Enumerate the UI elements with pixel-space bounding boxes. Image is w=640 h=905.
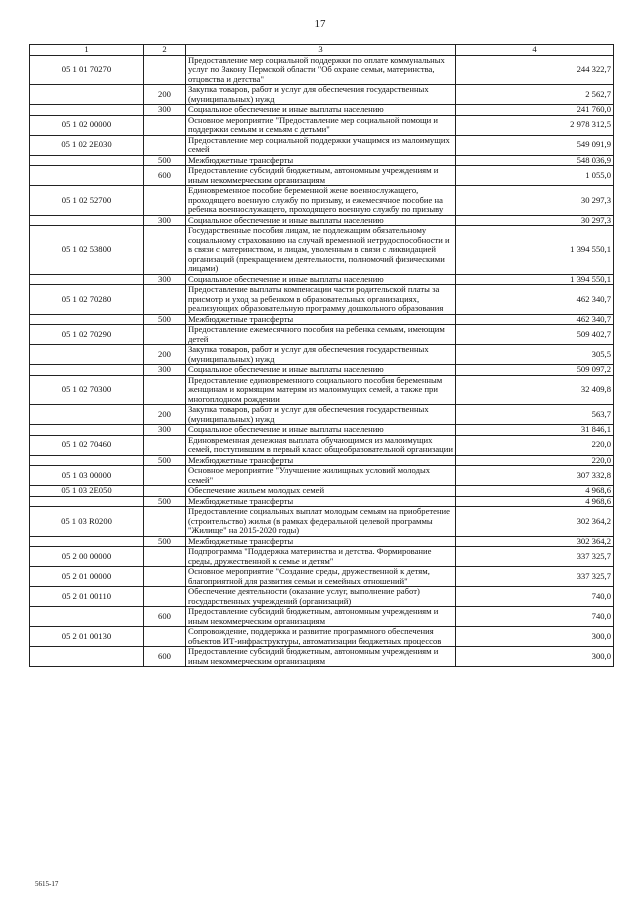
target-article-code [30,345,144,365]
table-row [30,375,614,405]
table-row [30,166,614,186]
expense-type-code [144,486,186,497]
expense-name: Единовременное пособие беременной жене военнослужащего, проходящего военную службу по призыву, и ежемесячное пособие на ребенка военнослужащего, проходящего военную службу по призыву [186,186,456,216]
expense-amount: 509 097,2 [456,365,614,376]
expense-name: Предоставление мер социальной поддержки по оплате коммунальных услуг по Закону Пермской области "Об охране семьи, материнства, отцовства и детства" [186,55,456,85]
expense-amount: 220,0 [456,455,614,466]
expense-amount: 307 332,8 [456,466,614,486]
expense-type-code: 600 [144,607,186,627]
expense-name: Предоставление мер социальной поддержки учащимся из малоимущих семей [186,135,456,155]
table-row [30,496,614,507]
expense-amount: 740,0 [456,607,614,627]
expense-amount: 4 968,6 [456,486,614,497]
expense-amount: 509 402,7 [456,325,614,345]
table-row [30,285,614,315]
target-article-code: 05 1 01 70270 [30,55,144,85]
target-article-code: 05 1 02 70460 [30,435,144,455]
table-row [30,186,614,216]
expense-name: Предоставление ежемесячного пособия на ребенка семьям, имеющим детей [186,325,456,345]
target-article-code: 05 1 02 53800 [30,226,144,275]
target-article-code [30,455,144,466]
target-article-code [30,425,144,436]
expense-name: Основное мероприятие "Улучшение жилищных условий молодых семей" [186,466,456,486]
table-row [30,455,614,466]
page-number: 17 [314,18,326,30]
expense-name: Предоставление единовременного социального пособия беременным женщинам и кормящим матерям из малоимущих семей, а также при многоплодном рождении [186,375,456,405]
expense-type-code: 500 [144,155,186,166]
expense-name: Межбюджетные трансферты [186,496,456,507]
expense-name: Подпрограмма "Поддержка материнства и детства. Формирование среды, дружественной к семье и детям" [186,547,456,567]
expense-type-code [144,507,186,537]
table-row [30,425,614,436]
expense-amount: 220,0 [456,435,614,455]
column-number-row [30,45,614,56]
target-article-code: 05 2 01 00110 [30,587,144,607]
expense-type-code: 500 [144,496,186,507]
target-article-code [30,365,144,376]
expense-name: Межбюджетные трансферты [186,314,456,325]
table-row [30,647,614,667]
expense-amount: 244 322,7 [456,55,614,85]
table-row [30,486,614,497]
table-body [30,55,614,667]
expense-type-code [144,466,186,486]
column-header-amount: 4 [456,45,614,56]
table-row [30,547,614,567]
expense-name: Предоставление выплаты компенсации части родительской платы за присмотр и уход за ребенком в образовательных организациях, реализующих образовательную программу дошкольного образования [186,285,456,315]
target-article-code [30,647,144,667]
target-article-code [30,215,144,226]
expense-type-code: 300 [144,365,186,376]
expense-name: Предоставление субсидий бюджетным, автономным учреждениям и иным некоммерческим организациям [186,166,456,186]
expense-type-code: 600 [144,166,186,186]
expense-name: Закупка товаров, работ и услуг для обеспечения государственных (муниципальных) нужд [186,345,456,365]
expense-type-code: 300 [144,274,186,285]
expense-amount: 302 364,2 [456,507,614,537]
expense-type-code: 200 [144,85,186,105]
target-article-code: 05 1 03 R0200 [30,507,144,537]
expense-amount: 30 297,3 [456,186,614,216]
expense-amount: 32 409,8 [456,375,614,405]
table-row [30,325,614,345]
expense-type-code [144,55,186,85]
target-article-code: 05 1 02 2Е030 [30,135,144,155]
expense-name: Социальное обеспечение и иные выплаты населению [186,425,456,436]
target-article-code [30,314,144,325]
expense-amount: 305,5 [456,345,614,365]
expense-name: Предоставление социальных выплат молодым семьям на приобретение (строительство) жилья (в рамках федеральной целевой программы "Жилище" на 2015-2020 годы) [186,507,456,537]
expense-name: Закупка товаров, работ и услуг для обеспечения государственных (муниципальных) нужд [186,85,456,105]
document-code: 5615-17 [35,880,59,888]
expense-name: Сопровождение, поддержка и развитие программного обеспечения объектов ИТ-инфраструктуры, автоматизации бюджетных процессов [186,627,456,647]
expense-type-code [144,135,186,155]
table-row [30,435,614,455]
expense-name: Обеспечение деятельности (оказание услуг, выполнение работ) государственных учреждений (организаций) [186,587,456,607]
expense-type-code: 200 [144,345,186,365]
expense-name: Социальное обеспечение и иные выплаты населению [186,105,456,116]
target-article-code [30,85,144,105]
expense-type-code: 300 [144,215,186,226]
table-row [30,115,614,135]
expense-type-code [144,567,186,587]
expense-type-code [144,285,186,315]
target-article-code: 05 1 03 2Е050 [30,486,144,497]
expense-name: Основное мероприятие "Создание среды, дружественной к детям, благоприятной для развития семьи и семейных отношений" [186,567,456,587]
column-header-type: 2 [144,45,186,56]
target-article-code [30,405,144,425]
expense-amount: 1 394 550,1 [456,274,614,285]
expense-amount: 337 325,7 [456,567,614,587]
target-article-code: 05 1 03 00000 [30,466,144,486]
expense-type-code [144,587,186,607]
target-article-code: 05 1 02 52700 [30,186,144,216]
table-row [30,536,614,547]
expense-amount: 548 036,9 [456,155,614,166]
expense-amount: 30 297,3 [456,215,614,226]
target-article-code [30,607,144,627]
expense-type-code [144,375,186,405]
expense-amount: 31 846,1 [456,425,614,436]
target-article-code [30,166,144,186]
table-row [30,85,614,105]
expense-type-code: 300 [144,425,186,436]
expense-type-code [144,435,186,455]
expense-type-code [144,325,186,345]
table-row [30,405,614,425]
expense-name: Единовременная денежная выплата обучающимся из малоимущих семей, поступившим в первый класс общеобразовательной организации [186,435,456,455]
target-article-code: 05 2 00 00000 [30,547,144,567]
expense-amount: 2 978 312,5 [456,115,614,135]
target-article-code [30,274,144,285]
expense-type-code: 500 [144,536,186,547]
expense-amount: 302 364,2 [456,536,614,547]
target-article-code [30,536,144,547]
expense-name: Предоставление субсидий бюджетным, автономным учреждениям и иным некоммерческим организациям [186,647,456,667]
table-row [30,587,614,607]
expense-amount: 1 394 550,1 [456,226,614,275]
column-header-code: 1 [30,45,144,56]
table-row [30,105,614,116]
table-row [30,314,614,325]
table-row [30,274,614,285]
expense-name: Межбюджетные трансферты [186,536,456,547]
expense-amount: 462 340,7 [456,285,614,315]
expense-type-code: 500 [144,455,186,466]
column-header-name: 3 [186,45,456,56]
expense-type-code [144,547,186,567]
expense-name: Обеспечение жильем молодых семей [186,486,456,497]
table-row [30,466,614,486]
expense-name: Предоставление субсидий бюджетным, автономным учреждениям и иным некоммерческим организациям [186,607,456,627]
target-article-code: 05 1 02 70280 [30,285,144,315]
expense-amount: 241 760,0 [456,105,614,116]
table-row [30,55,614,85]
table-row [30,627,614,647]
expense-type-code: 600 [144,647,186,667]
table-row [30,507,614,537]
expense-amount: 563,7 [456,405,614,425]
expense-amount: 1 055,0 [456,166,614,186]
expense-name: Государственные пособия лицам, не подлежащим обязательному социальному страхованию на случай временной нетрудоспособности и в связи с материнством, и лицам, уволенным в связи с ликвидацией организаций (прекращением деятельности, полномочий физическими лицами) [186,226,456,275]
expense-type-code: 300 [144,105,186,116]
expense-amount: 549 091,9 [456,135,614,155]
expense-name: Основное мероприятие "Предоставление мер социальной помощи и поддержки семьям и семьям с детьми" [186,115,456,135]
expense-type-code: 500 [144,314,186,325]
expense-name: Межбюджетные трансферты [186,455,456,466]
table-row [30,155,614,166]
table-row [30,365,614,376]
target-article-code: 05 1 02 70290 [30,325,144,345]
expense-amount: 300,0 [456,647,614,667]
expense-amount: 2 562,7 [456,85,614,105]
table-row [30,135,614,155]
table-row [30,607,614,627]
table-row [30,345,614,365]
expense-name: Межбюджетные трансферты [186,155,456,166]
expense-name: Закупка товаров, работ и услуг для обеспечения государственных (муниципальных) нужд [186,405,456,425]
target-article-code [30,105,144,116]
target-article-code: 05 1 02 70300 [30,375,144,405]
table-row [30,567,614,587]
expense-type-code [144,226,186,275]
target-article-code: 05 2 01 00130 [30,627,144,647]
expense-type-code [144,627,186,647]
expense-amount: 462 340,7 [456,314,614,325]
expense-type-code: 200 [144,405,186,425]
table-row [30,226,614,275]
expense-name: Социальное обеспечение и иные выплаты населению [186,365,456,376]
target-article-code: 05 2 01 00000 [30,567,144,587]
target-article-code [30,155,144,166]
expense-type-code [144,115,186,135]
expense-name: Социальное обеспечение и иные выплаты населению [186,274,456,285]
expense-amount: 4 968,6 [456,496,614,507]
expense-amount: 300,0 [456,627,614,647]
target-article-code [30,496,144,507]
expense-type-code [144,186,186,216]
table-row [30,215,614,226]
budget-table [29,44,614,667]
expense-name: Социальное обеспечение и иные выплаты населению [186,215,456,226]
expense-amount: 337 325,7 [456,547,614,567]
target-article-code: 05 1 02 00000 [30,115,144,135]
expense-amount: 740,0 [456,587,614,607]
